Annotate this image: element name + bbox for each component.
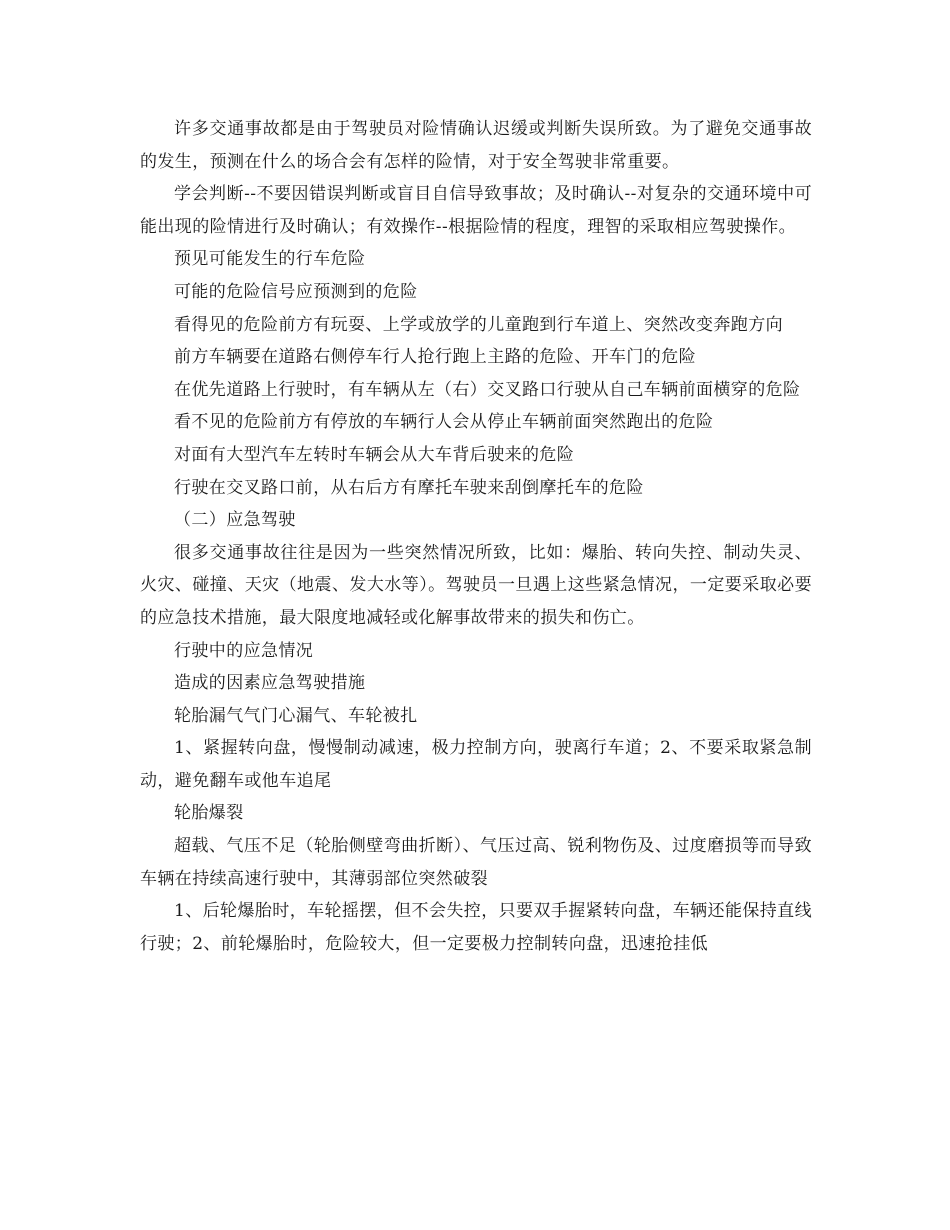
paragraph-5: 看得见的危险前方有玩耍、上学或放学的儿童跑到行车道上、突然改变奔跑方向	[174, 314, 783, 335]
paragraph-8: 看不见的危险前方有停放的车辆行人会从停止车辆前面突然跑出的危险	[174, 412, 714, 433]
paragraph-12: 很多交通事故往往是因为一些突然情况所致，比如：爆胎、转向失控、制动失灵、火灾、碰撞、天灾（地震、发大水等）。驾驶员一旦遇上这些紧急情况，一定要采取必要的应急技术措施，最大限度地减轻或化解事故带来的损失和伤亡。	[140, 542, 812, 628]
paragraph-1: 许多交通事故都是由于驾驶员对险情确认迟缓或判断失误所致。为了避免交通事故的发生，预测在什么的场合会有怎样的险情，对于安全驾驶非常重要。	[140, 119, 812, 172]
paragraph-16: 1、紧握转向盘，慢慢制动减速，极力控制方向，驶离行车道；2、不要采取紧急制动，避免翻车或他车追尾	[140, 738, 812, 791]
document-body	[140, 113, 812, 960]
paragraph-15: 轮胎漏气气门心漏气、车轮被扎	[174, 705, 418, 726]
paragraph-7: 在优先道路上行驶时，有车辆从左（右）交叉路口行驶从自己车辆前面横穿的危险	[174, 379, 801, 400]
paragraph-4: 可能的危险信号应预测到的危险	[174, 281, 418, 302]
paragraph-18: 超载、气压不足（轮胎侧壁弯曲折断）、气压过高、锐利物伤及、过度磨损等而导致车辆在持续高速行驶中，其薄弱部位突然破裂	[140, 836, 812, 889]
paragraph-9: 对面有大型汽车左转时车辆会从大车背后驶来的危险	[174, 444, 575, 465]
paragraph-19: 1、后轮爆胎时，车轮摇摆，但不会失控，只要双手握紧转向盘，车辆还能保持直线行驶；2、前轮爆胎时，危险较大，但一定要极力控制转向盘，迅速抢挂低	[140, 901, 812, 954]
paragraph-6: 前方车辆要在道路右侧停车行人抢行跑上主路的危险、开车门的危险	[174, 347, 696, 368]
paragraph-17: 轮胎爆裂	[174, 803, 244, 824]
paragraph-10: 行驶在交叉路口前，从右后方有摩托车驶来刮倒摩托车的危险	[174, 477, 644, 498]
paragraph-13: 行驶中的应急情况	[174, 640, 314, 661]
section-heading: （二）应急驾驶	[174, 510, 296, 531]
paragraph-2: 学会判断--不要因错误判断或盲目自信导致事故；及时确认--对复杂的交通环境中可能出现的险情进行及时确认；有效操作--根据险情的程度，理智的采取相应驾驶操作。	[140, 184, 812, 237]
paragraph-3: 预见可能发生的行车危险	[174, 249, 366, 270]
paragraph-14: 造成的因素应急驾驶措施	[174, 673, 366, 694]
